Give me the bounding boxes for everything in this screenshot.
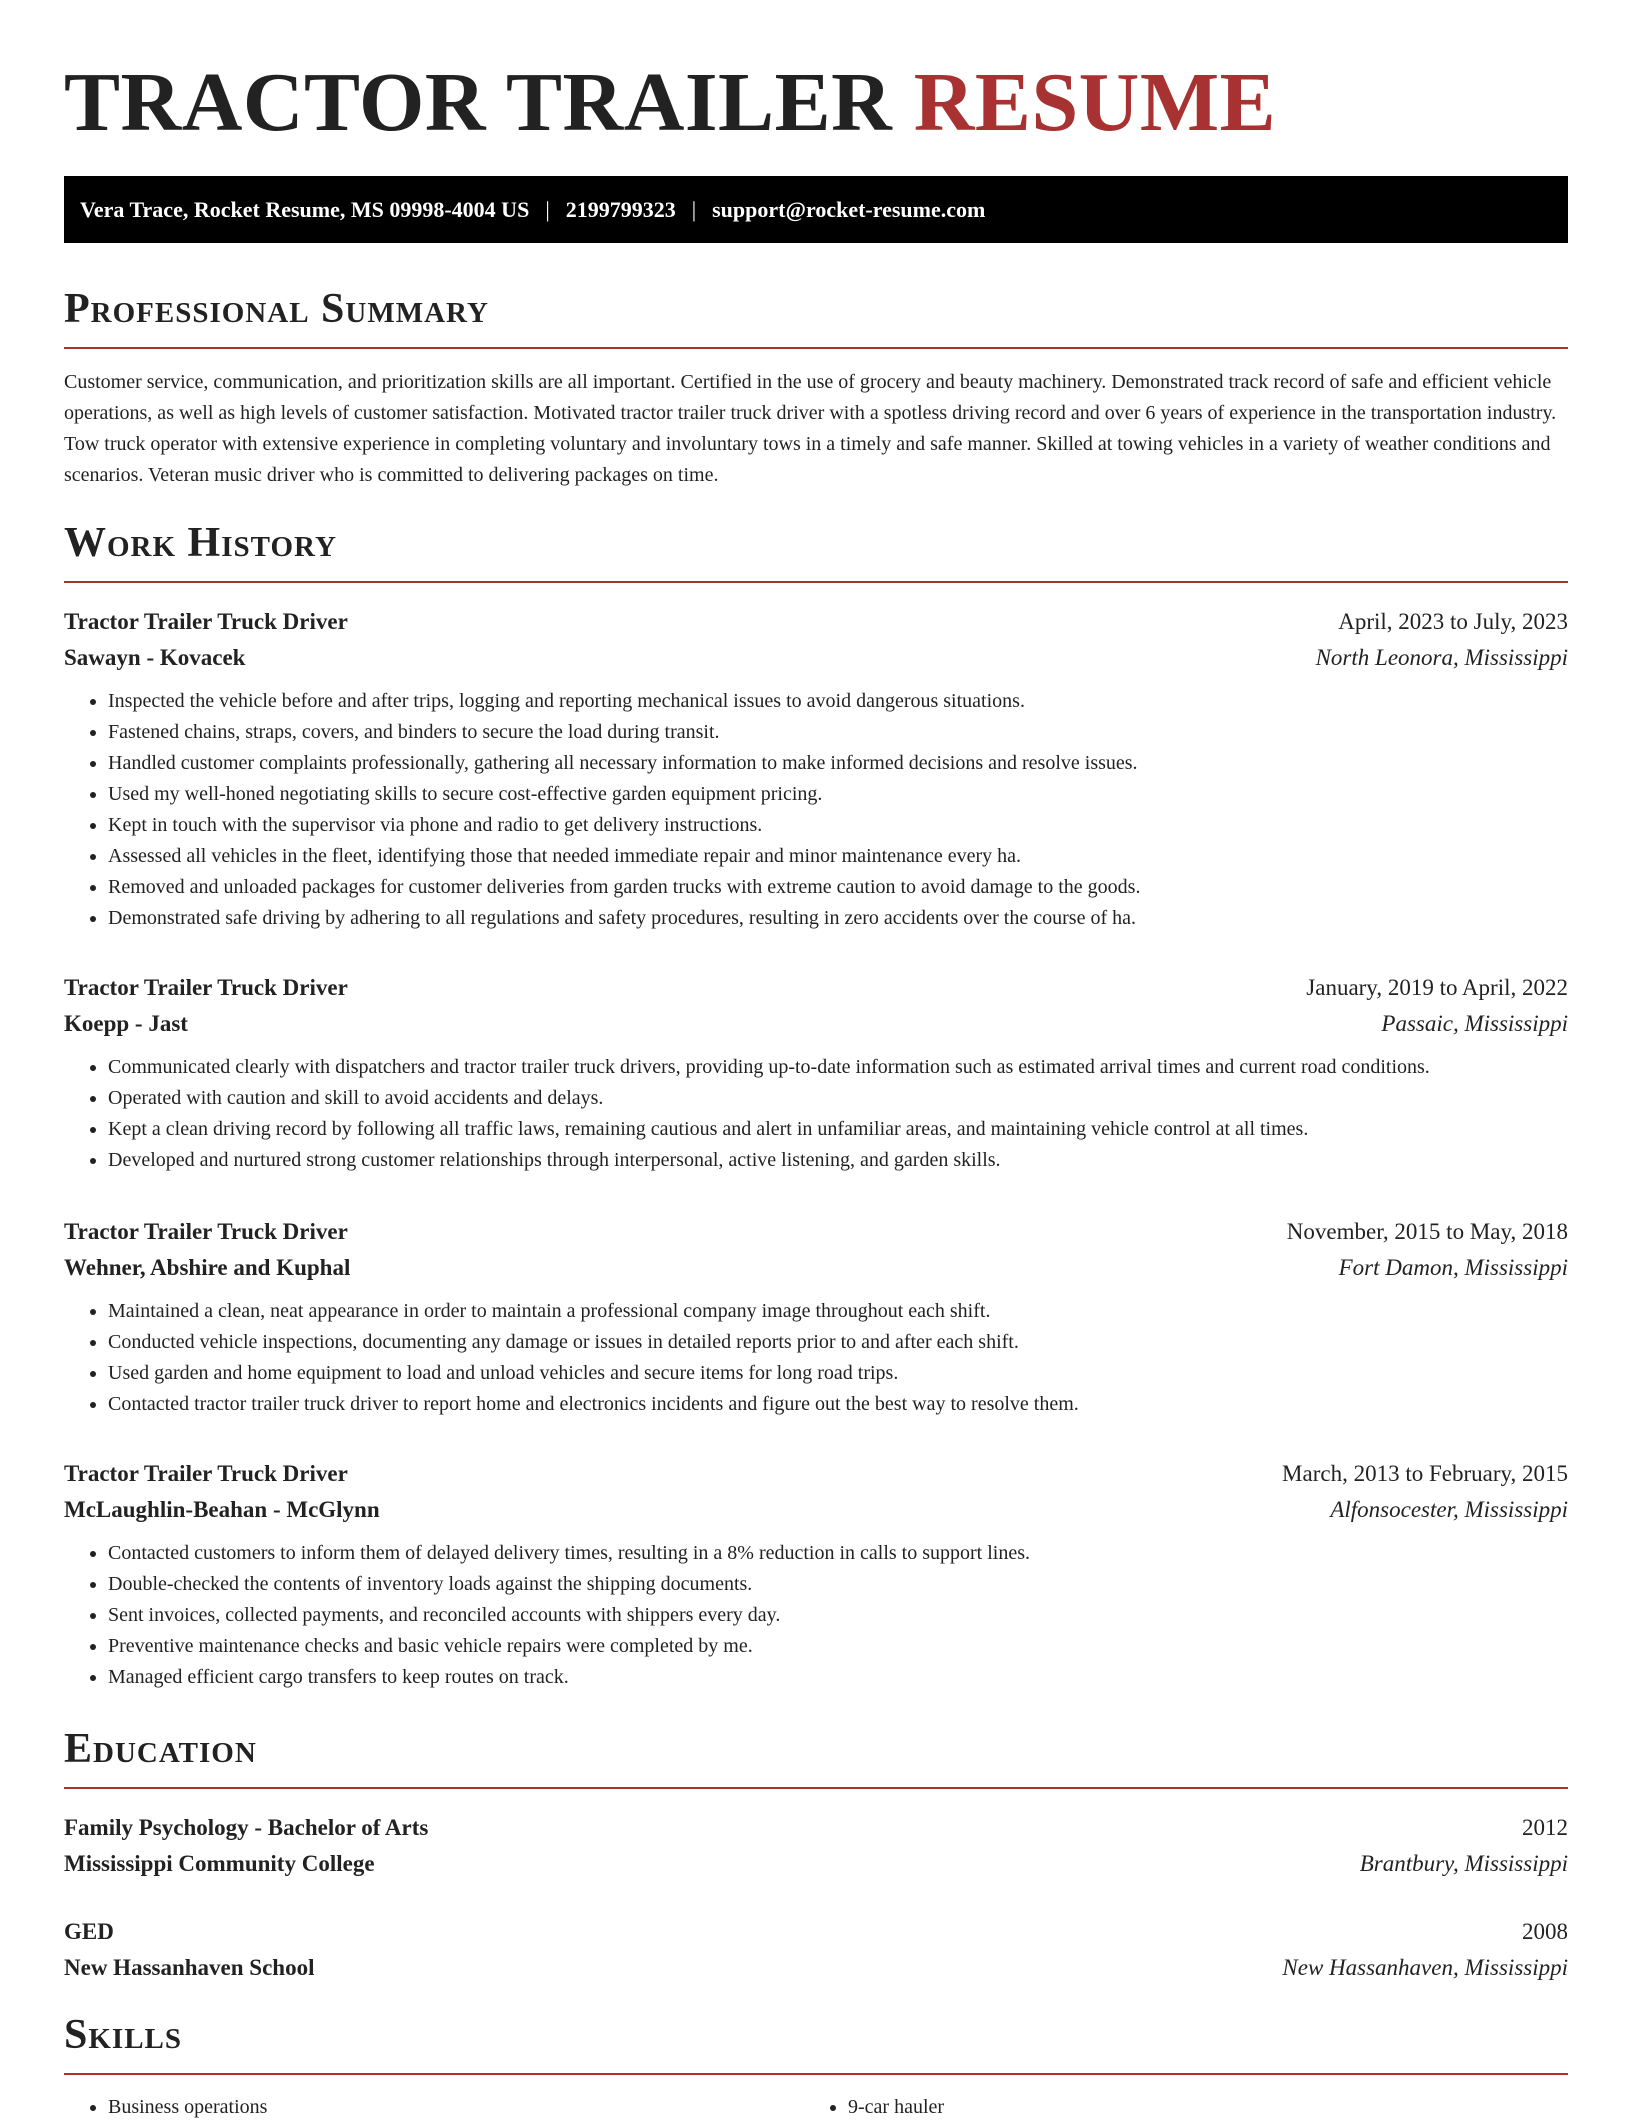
job-company-row <box>64 1250 1568 1286</box>
list-item: • Fastened chains, straps, covers, and binders to secure the load during transit. <box>108 717 1568 748</box>
job-header-row <box>64 970 1568 1006</box>
list-item: • Maintained a clean, neat appearance in order to maintain a professional company image throughout each shift. <box>108 1296 1568 1327</box>
list-item: • Handled customer complaints professionally, gathering all necessary information to make informed decisions and resolve issues. <box>108 748 1568 779</box>
education-school-row <box>64 1846 1568 1882</box>
list-item: • Double-checked the contents of inventory loads against the shipping documents. <box>108 1569 1568 1600</box>
job-title: Tractor Trailer Truck Driver <box>64 1219 348 1244</box>
education-entry <box>64 1810 1568 1882</box>
job-company-row <box>64 1492 1568 1528</box>
job-bullets <box>64 1296 1568 1420</box>
education-school: Mississippi Community College <box>64 1851 375 1876</box>
job-title: Tractor Trailer Truck Driver <box>64 609 348 634</box>
title-accent: RESUME <box>913 56 1277 149</box>
job-location: Passaic, Mississippi <box>1381 1011 1568 1036</box>
education-heading: Education <box>64 1725 1568 1789</box>
contact-bar <box>64 176 1568 243</box>
contact-email: support@rocket-resume.com <box>712 196 986 222</box>
summary-heading: Professional Summary <box>64 285 1568 349</box>
education-year: 2012 <box>1522 1815 1568 1840</box>
list-item: • Business operations <box>108 2092 804 2123</box>
education-location: Brantbury, Mississippi <box>1359 1851 1568 1876</box>
job-entry <box>64 604 1568 934</box>
education-year: 2008 <box>1522 1919 1568 1944</box>
list-item: • Managed efficient cargo transfers to keep routes on track. <box>108 1662 1568 1693</box>
education-location: New Hassanhaven, Mississippi <box>1282 1955 1568 1980</box>
job-location: Alfonsocester, Mississippi <box>1330 1497 1568 1522</box>
education-degree: Family Psychology - Bachelor of Arts <box>64 1815 429 1840</box>
resume-page <box>64 0 1568 2118</box>
list-item: • Operated with caution and skill to avoid accidents and delays. <box>108 1083 1568 1114</box>
education-header-row <box>64 1810 1568 1846</box>
list-item: • Kept in touch with the supervisor via phone and radio to get delivery instructions. <box>108 810 1568 841</box>
list-item: • Developed and nurtured strong customer relationships through interpersonal, active listening, and garden skills. <box>108 1145 1568 1176</box>
job-company: Sawayn - Kovacek <box>64 645 246 670</box>
list-item: • Used garden and home equipment to load and unload vehicles and secure items for long road trips. <box>108 1358 1568 1389</box>
education-header-row <box>64 1914 1568 1950</box>
education-degree: GED <box>64 1919 114 1944</box>
resume-title <box>64 0 1568 150</box>
job-company-row <box>64 640 1568 676</box>
contact-phone: 2199799323 <box>565 196 676 222</box>
list-item: • Contacted customers to inform them of delayed delivery times, resulting in a 8% reduction in calls to support lines. <box>108 1538 1568 1569</box>
job-location: North Leonora, Mississippi <box>1315 645 1568 670</box>
education-school-row <box>64 1950 1568 1986</box>
job-location: Fort Damon, Mississippi <box>1338 1255 1568 1280</box>
job-dates: March, 2013 to February, 2015 <box>1282 1461 1568 1486</box>
list-item: • Demonstrated safe driving by adhering to all regulations and safety procedures, resulting in zero accidents over the course of ha. <box>108 903 1568 934</box>
title-main: TRACTOR TRAILER <box>64 56 893 149</box>
list-item: • Communicated clearly with dispatchers and tractor trailer truck drivers, providing up-to-date information such as estimated arrival times and current road conditions. <box>108 1052 1568 1083</box>
work-history-heading: Work History <box>64 519 1568 583</box>
job-company: Koepp - Jast <box>64 1011 188 1036</box>
job-header-row <box>64 604 1568 640</box>
education-entry <box>64 1914 1568 1986</box>
job-entry <box>64 1456 1568 1693</box>
list-item: • Preventive maintenance checks and basic vehicle repairs were completed by me. <box>108 1631 1568 1662</box>
list-item: • Contacted tractor trailer truck driver to report home and electronics incidents and figure out the best way to resolve them. <box>108 1389 1568 1420</box>
job-company: McLaughlin-Beahan - McGlynn <box>64 1497 380 1522</box>
contact-address: Vera Trace, Rocket Resume, MS 09998-4004 US <box>80 196 530 222</box>
list-item: • 9-car hauler <box>848 2092 1544 2123</box>
job-dates: November, 2015 to May, 2018 <box>1286 1219 1568 1244</box>
education-school: New Hassanhaven School <box>64 1955 315 1980</box>
list-item: • Kept a clean driving record by following all traffic laws, remaining cautious and alert in unfamiliar areas, and maintaining vehicle control at all times. <box>108 1114 1568 1145</box>
job-entry <box>64 970 1568 1176</box>
job-company-row <box>64 1006 1568 1042</box>
list-item: • Conducted vehicle inspections, documenting any damage or issues in detailed reports prior to and after each shift. <box>108 1327 1568 1358</box>
job-title: Tractor Trailer Truck Driver <box>64 975 348 1000</box>
job-bullets <box>64 1538 1568 1693</box>
job-header-row <box>64 1456 1568 1492</box>
job-dates: April, 2023 to July, 2023 <box>1338 609 1568 634</box>
job-company: Wehner, Abshire and Kuphal <box>64 1255 351 1280</box>
skills-column-right <box>804 2092 1544 2123</box>
skills-heading: Skills <box>64 2011 1568 2075</box>
skills-column-left <box>64 2092 804 2123</box>
job-bullets <box>64 686 1568 934</box>
skills-list <box>64 2092 1568 2123</box>
job-title: Tractor Trailer Truck Driver <box>64 1461 348 1486</box>
job-dates: January, 2019 to April, 2022 <box>1306 975 1568 1000</box>
job-header-row <box>64 1214 1568 1250</box>
contact-separator: | <box>545 196 550 222</box>
job-entry <box>64 1214 1568 1420</box>
contact-separator: | <box>691 196 697 222</box>
list-item: • Sent invoices, collected payments, and reconciled accounts with shippers every day. <box>108 1600 1568 1631</box>
list-item: • Inspected the vehicle before and after trips, logging and reporting mechanical issues to avoid dangerous situations. <box>108 686 1568 717</box>
list-item: • Removed and unloaded packages for customer deliveries from garden trucks with extreme caution to avoid damage to the goods. <box>108 872 1568 903</box>
list-item: • Assessed all vehicles in the fleet, identifying those that needed immediate repair and minor maintenance every ha. <box>108 841 1568 872</box>
list-item: • Used my well-honed negotiating skills to secure cost-effective garden equipment pricing. <box>108 779 1568 810</box>
summary-text: Customer service, communication, and prioritization skills are all important. Certified in the use of grocery and beauty machinery. Demonstrated track record of safe and efficient vehicle operations, as well as high levels of customer satisfaction. Motivated tractor trailer truck driver with a spotless driving record and over 6 years of experience in the transportation industry. Tow truck operator with extensive experience in completing voluntary and involuntary tows in a timely and safe manner. Skilled at towing vehicles in a variety of weather conditions and scenarios. Veteran music driver who is committed to delivering packages on time. <box>64 371 1557 486</box>
job-bullets <box>64 1052 1568 1176</box>
